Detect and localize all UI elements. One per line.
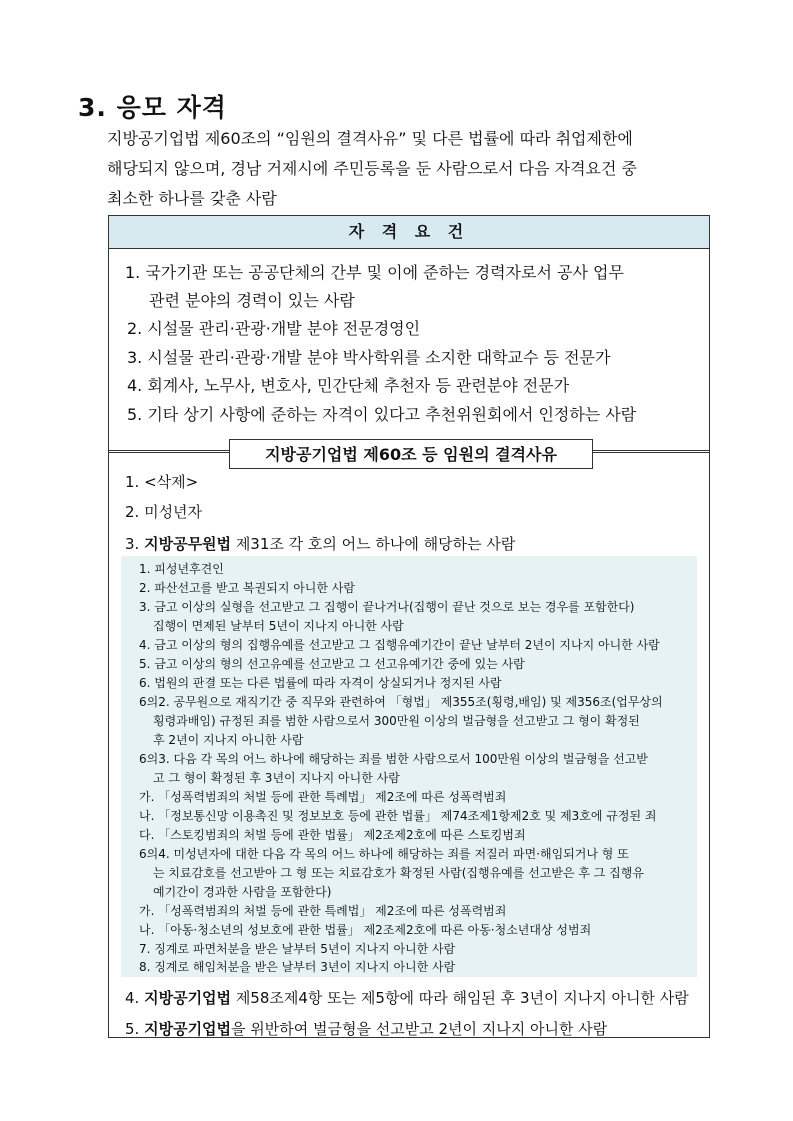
item-text: 제58조제4항 또는 제5항에 따라 해임된 후 3년이 지나지 아니한 사람	[231, 989, 689, 1007]
section-title: 3. 응모 자격	[78, 93, 227, 122]
sub-item: 2. 파산선고를 받고 복권되지 아니한 사람	[139, 581, 355, 595]
disqualification-box	[108, 445, 710, 1038]
qualification-item: 1. 국가기관 또는 공공단체의 간부 및 이에 준하는 경력자로서 공사 업무	[125, 263, 624, 282]
sub-item: 는 치료감호를 선고받아 그 형 또는 치료감호가 확정된 사람(집행유예를 선고받은 후 그 집행유	[153, 866, 644, 880]
qualification-item: 5. 기타 상기 사항에 준하는 자격이 있다고 추천위원회에서 인정하는 사람	[127, 405, 637, 424]
sub-item: 예기간이 경과한 사람을 포함한다)	[153, 885, 332, 899]
sub-item: 나. 「아동·청소년의 성보호에 관한 법률」 제2조제2호에 따른 아동·청소년대상 성범죄	[139, 923, 592, 937]
sub-item: 6의4. 미성년자에 대한 다음 각 목의 어느 하나에 해당하는 죄를 저질러 파면·해임되거나 형 또	[139, 847, 629, 861]
sub-item: 집행이 면제된 날부터 5년이 지나지 아니한 사람	[153, 619, 404, 633]
disqualification-item: 2. 미성년자	[125, 503, 203, 521]
sub-item: 1. 피성년후견인	[139, 562, 224, 576]
disqualification-item: 1. <삭제>	[125, 473, 199, 491]
qualification-item: 3. 시설물 관리·관광·개발 분야 박사학위를 소지한 대학교수 등 전문가	[127, 348, 611, 367]
intro-line: 최소한 하나를 갖춘 사람	[107, 189, 277, 208]
sub-item: 5. 금고 이상의 형의 선고유예를 선고받고 그 선고유예기간 중에 있는 사람	[139, 657, 525, 671]
sub-item: 4. 금고 이상의 형의 집행유예를 선고받고 그 집행유예기간이 끝난 날부터 2년이 지나지 아니한 사람	[139, 638, 660, 652]
item-text: 제31조 각 호의 어느 하나에 해당하는 사람	[231, 535, 516, 553]
intro-line: 해당되지 않으며, 경남 거제시에 주민등록을 둔 사람으로서 다음 자격요건 중	[107, 159, 637, 178]
item-prefix: 4.	[125, 989, 145, 1007]
sub-item: 횡령과배임) 규정된 죄를 범한 사람으로서 300만원 이상의 벌금형을 선고받고 그 형이 확정된	[153, 714, 640, 728]
sub-item: 8. 징계로 해임처분을 받은 날부터 3년이 지나지 아니한 사람	[139, 960, 456, 974]
qualification-item: 관련 분야의 경력이 있는 사람	[149, 291, 355, 310]
sub-item: 후 2년이 지나지 아니한 사람	[153, 733, 304, 747]
disqualification-item	[125, 1018, 607, 1039]
item-prefix: 3.	[125, 535, 145, 553]
sub-item: 7. 징계로 파면처분을 받은 날부터 5년이 지나지 아니한 사람	[139, 942, 456, 956]
sub-item: 나. 「정보통신망 이용촉진 및 정보보호 등에 관한 법률」 제74조제1항제2호 및 제3호에 규정된 죄	[139, 809, 657, 823]
item-text: 을 위반하여 벌금형을 선고받고 2년이 지나지 아니한 사람	[231, 1020, 608, 1038]
civil-servant-law-subitems	[121, 556, 697, 977]
qualification-header: 자 격 요 건	[109, 216, 709, 249]
qualification-table	[108, 215, 710, 453]
law-name: 지방공무원법	[144, 535, 232, 553]
sub-item: 6. 법원의 판결 또는 다른 법률에 따라 자격이 상실되거나 정지된 사람	[139, 676, 502, 690]
qualification-item: 4. 회계사, 노무사, 변호사, 민간단체 추천자 등 관련분야 전문가	[127, 376, 570, 395]
law-name: 지방공기업법	[144, 989, 232, 1007]
sub-item: 6의2. 공무원으로 재직기간 중 직무와 관련하여 「형법」 제355조(횡령,배임) 및 제356조(업무상의	[139, 695, 663, 709]
qualification-item: 2. 시설물 관리·관광·개발 분야 전문경영인	[127, 319, 421, 338]
law-name: 지방공기업법	[144, 1020, 232, 1038]
sub-item: 6의3. 다음 각 목의 어느 하나에 해당하는 죄를 범한 사람으로서 100만원 이상의 벌금형을 선고받	[139, 752, 648, 766]
disqualification-item	[125, 533, 515, 554]
disqualification-title: 지방공기업법 제60조 등 임원의 결격사유	[229, 439, 593, 469]
sub-item: 가. 「성폭력범죄의 처벌 등에 관한 특례법」 제2조에 따른 성폭력범죄	[139, 904, 507, 918]
sub-item: 고 그 형이 확정된 후 3년이 지나지 아니한 사람	[153, 771, 400, 785]
intro-line: 지방공기업법 제60조의 “임원의 결격사유” 및 다른 법률에 따라 취업제한에	[107, 129, 633, 148]
sub-item: 다. 「스토킹범죄의 처벌 등에 관한 법률」 제2조제2호에 따른 스토킹범죄	[139, 828, 526, 842]
sub-item: 3. 금고 이상의 실형을 선고받고 그 집행이 끝나거나(집행이 끝난 것으로 보는 경우를 포함한다)	[139, 600, 635, 614]
sub-item: 가. 「성폭력범죄의 처벌 등에 관한 특례법」 제2조에 따른 성폭력범죄	[139, 790, 507, 804]
item-prefix: 5.	[125, 1020, 145, 1038]
disqualification-item	[125, 987, 689, 1008]
